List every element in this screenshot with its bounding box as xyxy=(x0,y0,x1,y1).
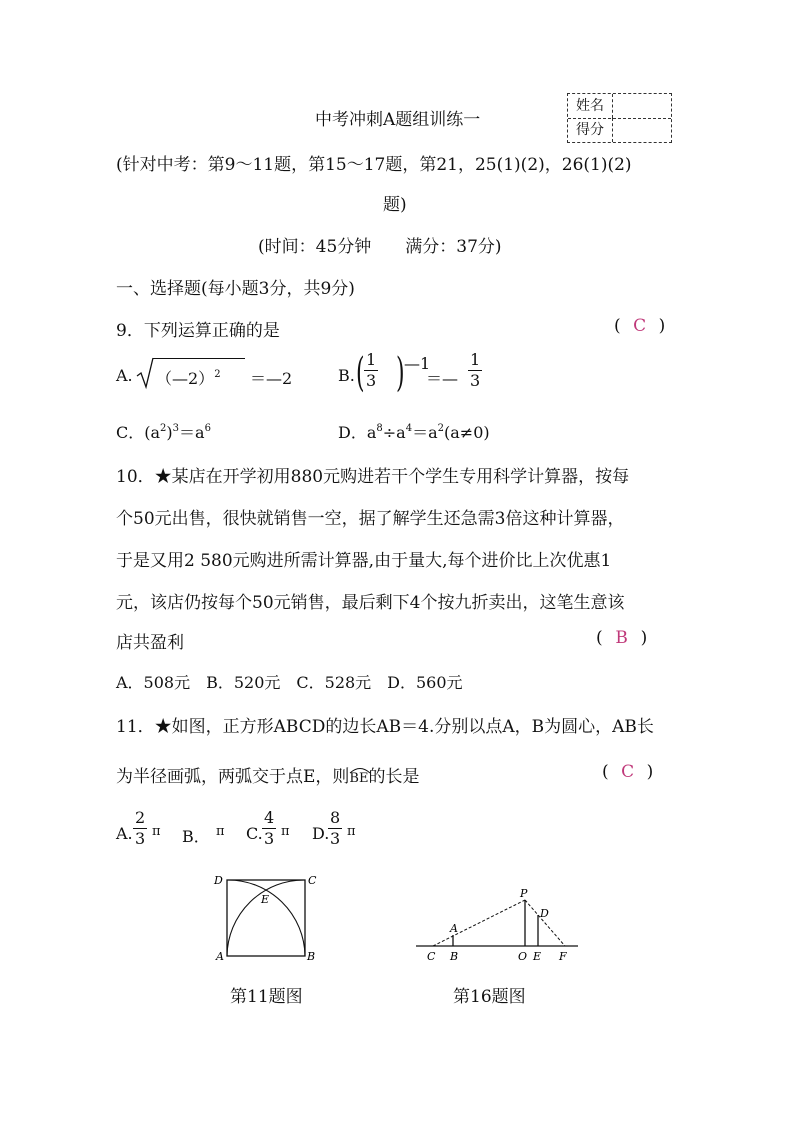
point-c-label: C xyxy=(427,950,436,963)
point-f-label: F xyxy=(559,950,567,963)
point-o-label: O xyxy=(518,950,528,963)
score-row xyxy=(568,118,671,142)
figure-16-shadow-diagram xyxy=(410,885,585,965)
name-score-box xyxy=(567,93,672,143)
point-a-label: A xyxy=(450,922,458,935)
arc-icon xyxy=(349,766,371,774)
q11-answer: C xyxy=(621,762,635,782)
ray-p-to-c xyxy=(433,900,525,946)
point-c-label: C xyxy=(308,874,317,887)
name-row xyxy=(568,94,671,119)
q10-line-1: 10．★某店在开学初用880元购进若干个学生专用科学计算器，按每 xyxy=(116,467,630,487)
point-a-label: A xyxy=(216,950,224,963)
score-label: 得分 xyxy=(568,118,613,142)
q11-answer-bracket: ( C ) xyxy=(602,762,654,782)
arc-centered-b xyxy=(227,880,305,956)
q10-options: A．508元 B．520元 C．528元 D．560元 xyxy=(116,673,463,692)
q10-line-2: 个50元出售，很快就销售一空，据了解学生还急需3倍这种计算器， xyxy=(116,509,625,529)
point-b-label: B xyxy=(450,950,459,963)
q10-line-5: 店共盈利 xyxy=(116,633,184,653)
point-d-label: D xyxy=(540,907,549,920)
q11-line-1: 11．★如图，正方形ABCD的边长AB＝4.分别以点A，B为圆心，AB长 xyxy=(116,717,654,737)
sqrt-radical-icon xyxy=(136,356,154,390)
q9-option-c: C．$(a^2)^3=a^6$ xyxy=(116,423,211,442)
figure-16-caption: 第16题图 xyxy=(453,987,526,1007)
page-title: 中考冲刺A题组训练一 xyxy=(315,110,481,130)
q10-line-4: 元，该店仍按每个50元销售，最后剩下4个按九折卖出，这笔生意该 xyxy=(116,593,625,613)
square-abcd xyxy=(227,880,305,956)
scope-line-2: 题) xyxy=(383,195,407,215)
arc-be-label: BE xyxy=(349,771,368,786)
q10-line-3: 于是又用2 580元购进所需计算器,由于量大,每个进价比上次优惠1 xyxy=(116,551,612,571)
q10-answer-bracket: ( B ) xyxy=(596,628,648,648)
point-d-label: D xyxy=(214,874,223,887)
point-b-label: B xyxy=(307,950,316,963)
q11-options: A. $\frac{2}{3}$ π B． π C. $\frac{4}{3}$ π D. $\frac{8}{3}$ π xyxy=(116,808,356,848)
figure-11-caption: 第11题图 xyxy=(230,987,303,1007)
q10-answer: B xyxy=(615,628,628,648)
q9-answer: C xyxy=(633,316,647,336)
point-e-label: E xyxy=(261,893,270,906)
q9-stem: 9．下列运算正确的是 xyxy=(116,321,280,341)
time-score-line: (时间：45分钟 满分：37分) xyxy=(258,237,502,257)
q9-option-b: B. ( $\frac{1}{3}$ ) —1 ＝— $\frac{1}{3}$ xyxy=(338,350,481,396)
arc-centered-a xyxy=(227,880,305,956)
figure-11-square-arcs xyxy=(210,868,325,968)
section-heading: 一、选择题(每小题3分，共9分) xyxy=(116,279,355,299)
point-e-label: E xyxy=(533,950,542,963)
q9-option-d: D．$a^8\div a^4=a^2(a\ne 0)$ xyxy=(338,423,490,442)
scope-line-1: (针对中考：第9～11题，第15～17题，第21，25(1)(2)，26(1)(2) xyxy=(116,155,632,175)
q9-answer-bracket: ( C ) xyxy=(614,316,666,336)
name-label: 姓名 xyxy=(568,94,613,118)
point-p-label: P xyxy=(520,887,528,900)
q11-line-2: 为半径画弧，两弧交于点E，则 BE的长是 xyxy=(116,767,420,787)
